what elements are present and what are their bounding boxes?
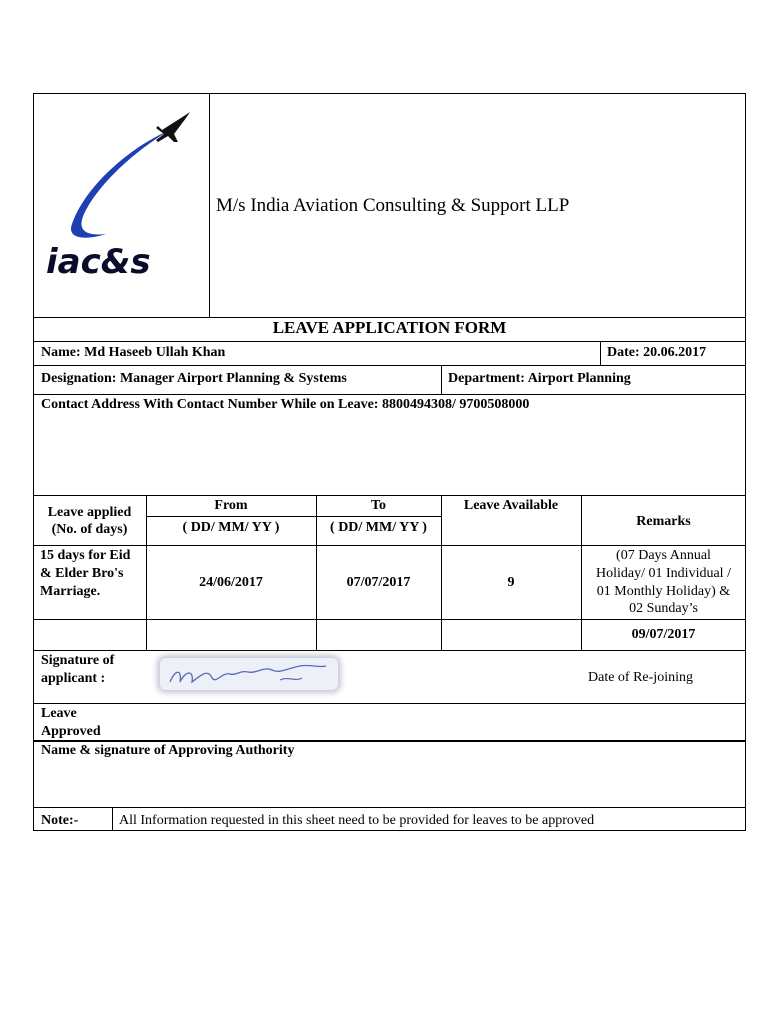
col-to-format: ( DD/ MM/ YY ): [330, 520, 427, 535]
department: Department: Airport Planning: [448, 371, 631, 386]
designation: Designation: Manager Airport Planning & Systems: [41, 371, 347, 386]
divider: [33, 394, 746, 395]
note-label: Note:-: [41, 813, 79, 828]
leave-approved-line-2: Approved: [41, 724, 101, 739]
divider: [33, 619, 746, 620]
divider: [33, 807, 746, 808]
divider: [441, 495, 442, 650]
remarks-line-1: (07 Days Annual: [616, 548, 711, 563]
note-text: All Information requested in this sheet need to be provided for leaves to be approved: [119, 813, 595, 828]
divider: [600, 341, 601, 365]
contact-details: Contact Address With Contact Number While on Leave: 8800494308/ 9700508000: [41, 397, 530, 412]
divider: [146, 516, 441, 517]
form-title: LEAVE APPLICATION FORM: [272, 318, 507, 337]
signature-label-line-2: applicant :: [41, 671, 106, 686]
col-leave-applied: Leave applied: [47, 505, 132, 520]
leave-approved-line-1: Leave: [41, 706, 77, 721]
divider: [441, 365, 442, 394]
divider: [33, 341, 746, 342]
col-to: To: [370, 498, 387, 513]
remarks-line-2: Holiday/ 01 Individual /: [596, 566, 731, 581]
leave-days-line-1: 15 days for Eid: [40, 548, 131, 563]
rejoining-label: Date of Re-joining: [588, 670, 693, 685]
company-logo: [44, 104, 200, 294]
leave-from-date: 24/06/2017: [199, 575, 263, 590]
signature-label-line-1: Signature of: [41, 653, 115, 668]
divider: [33, 650, 746, 651]
col-leave-applied-unit: (No. of days): [51, 522, 128, 537]
leave-days-line-2: & Elder Bro's: [40, 566, 124, 581]
leave-to-date: 07/07/2017: [346, 575, 411, 590]
col-leave-available: Leave Available: [463, 498, 559, 513]
col-remarks: Remarks: [636, 514, 691, 529]
col-from-format: ( DD/ MM/ YY ): [182, 520, 280, 535]
remarks-line-3: 01 Monthly Holiday) &: [596, 584, 731, 599]
divider: [112, 807, 113, 831]
rejoin-date: 09/07/2017: [631, 627, 696, 642]
divider: [33, 703, 746, 704]
divider: [33, 365, 746, 366]
applicant-name: Name: Md Haseeb Ullah Khan: [41, 345, 226, 360]
leave-available-value: 9: [507, 575, 515, 590]
applicant-signature: [160, 658, 338, 690]
application-date: Date: 20.06.2017: [607, 345, 707, 360]
leave-days-line-3: Marriage.: [40, 584, 101, 599]
divider: [33, 545, 746, 546]
divider: [33, 495, 746, 496]
logo-divider: [209, 93, 210, 317]
company-name: M/s India Aviation Consulting & Support LLP: [216, 195, 570, 216]
col-from: From: [214, 498, 248, 513]
logo-text: iac&s: [46, 242, 151, 282]
approving-authority-label: Name & signature of Approving Authority: [41, 743, 295, 758]
remarks-line-4: 02 Sunday’s: [629, 601, 698, 616]
